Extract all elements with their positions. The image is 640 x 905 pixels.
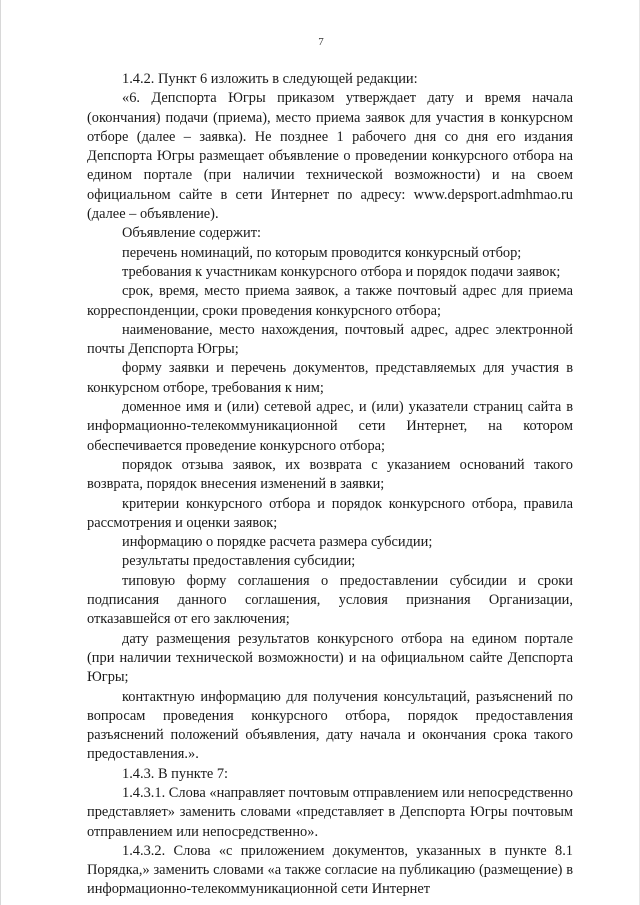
list-item-nominations: перечень номинаций, по которым проводится конкурсный отбор; [122,244,522,261]
list-item-agreement: типовую форму соглашения о предоставлении субсидии и сроки подписания данного соглашения, условия признания Организации, отказавшейся от его заключения; [87,572,573,628]
list-item-contacts: контактную информацию для получения консультаций, разъяснений по вопросам проведения конкурсного отбора, порядок предоставления разъяснений положений объявления, дату начала и окончания срока такого предоставления.». [87,688,573,763]
list-item-criteria: критерии конкурсного отбора и порядок конкурсного отбора, правила рассмотрения и оценки заявок; [87,495,573,531]
list-item-application-form: форму заявки и перечень документов, представляемых для участия в конкурсном отборе, требования к ним; [87,360,573,396]
page-number: 7 [318,36,324,48]
paragraph-1-4-3: 1.4.3. В пункте 7: [122,765,229,782]
paragraph-1-4-3-1: 1.4.3.1. Слова «направляет почтовым отправлением или непосредственно представляет» заменить словами «представляет в Депспорта Югры почтовым отправлением или непосредственно». [87,784,573,840]
paragraph-point-6: «6. Депспорта Югры приказом утверждает дату и время начала (окончания) подачи (приема), место приема заявок для участия в конкурсном отборе (далее – заявка). Не позднее 1 рабочего дня со дня его издания Депспорта Югры размещает объявление о проведении конкурсного отбора на едином портале (при наличии технической возможности) и на своем официальном сайте в сети Интернет по адресу: www.depsport.admhmao.ru (далее – объявление). [87,90,573,223]
list-item-domain: доменное имя и (или) сетевой адрес, и (или) указатели страниц сайта в информационно-телекоммуникационной сети Интернет, на котором обеспечивается проведение конкурсного отбора; [87,399,573,454]
list-item-address: наименование, место нахождения, почтовый адрес, адрес электронной почты Депспорта Югры; [87,321,573,358]
list-item-requirements: требования к участникам конкурсного отбора и порядок подачи заявок; [122,263,561,280]
list-item-withdrawal: порядок отзыва заявок, их возврата с указанием оснований такого возврата, порядок внесения изменений в заявки; [87,456,573,493]
list-item-publication-date: дату размещения результатов конкурсного отбора на едином портале (при наличии технической возможности) и на официальном сайте Депспорта Югры; [87,630,573,686]
list-item-results: результаты предоставления субсидии; [122,553,356,570]
list-item-deadline: срок, время, место приема заявок, а также почтовый адрес для приема корреспонденции, сроки проведения конкурсного отбора; [87,283,573,319]
document-body [87,70,573,900]
list-item-subsidy-calc: информацию о порядке расчета размера субсидии; [122,534,433,551]
paragraph-1-4-3-2: 1.4.3.2. Слова «с приложением документов, указанных в пункте 8.1 Порядка,» заменить словами «а также согласие на публикацию (размещение) в информационно-телекоммуникационной сети Интернет [87,842,573,898]
paragraph-1-4-2: 1.4.2. Пункт 6 изложить в следующей редакции: [122,71,418,87]
paragraph-announcement-contains: Объявление содержит: [122,225,261,242]
